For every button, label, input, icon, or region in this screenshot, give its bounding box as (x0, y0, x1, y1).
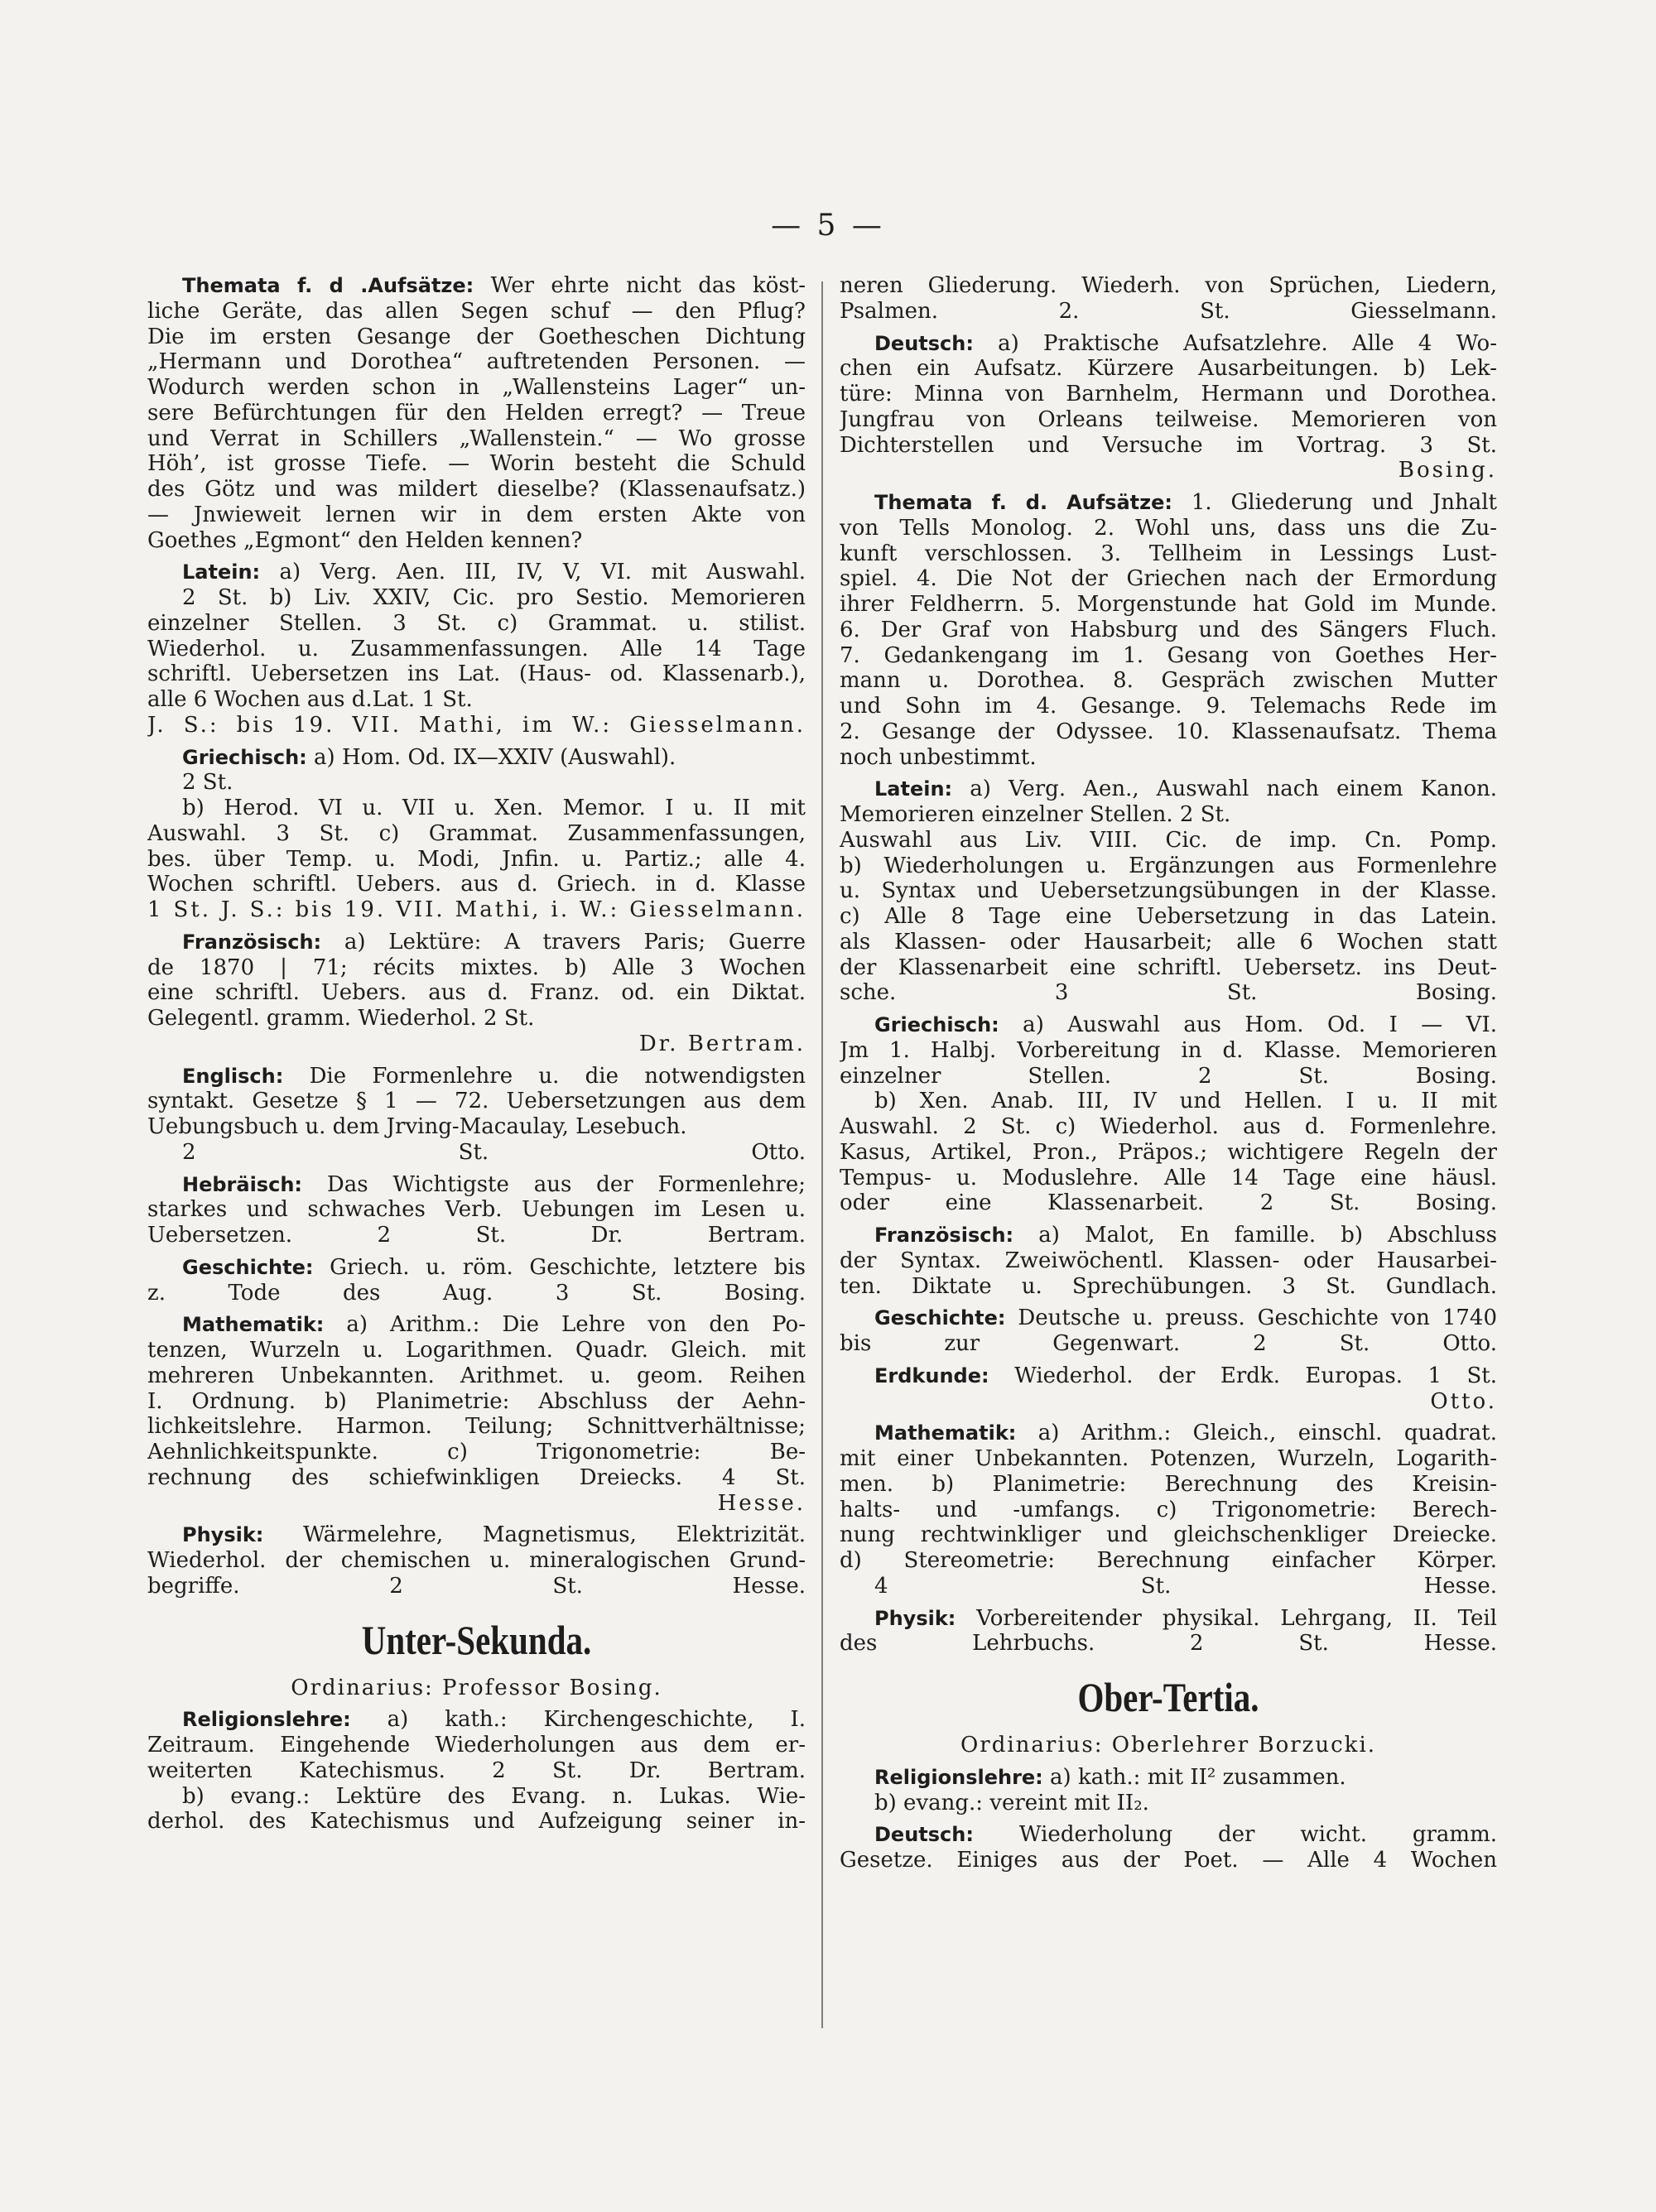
line-text: Goethes „Egmont“ den Helden kennen? (147, 527, 583, 553)
line-text: „Hermann und Dorothea“ auftretenden Personen. — (147, 349, 806, 375)
text-line (840, 1574, 1497, 1599)
text-line (147, 847, 806, 873)
text-line (840, 1822, 1497, 1848)
line-text: Wiederholung der wicht. gramm. (973, 1822, 1497, 1848)
line-text: b) evang.: Lektüre des Evang. n. Lukas. Wie- (182, 1783, 806, 1809)
text-line (147, 528, 806, 554)
subject-label: Themata f. d .Aufsätze: (182, 274, 474, 297)
line-text: Wiederhol. der chemischen u. mineralogischen Grund- (147, 1548, 806, 1573)
line-text: tenzen, Wurzeln u. Logarithmen. Quadr. Gleich. mit (147, 1338, 806, 1363)
text-line (840, 1389, 1497, 1415)
line-text: lichkeitslehre. Harmon. Teilung; Schnittverhältnisse; (147, 1414, 806, 1440)
subject-label: Griechisch: (874, 1013, 999, 1036)
text-line (147, 325, 806, 350)
text-line (147, 1031, 806, 1057)
line-text: Auswahl. 3 St. c) Grammat. Zusammenfassungen, (147, 820, 806, 846)
text-line (840, 854, 1497, 879)
line-text: als Klassen- oder Hausarbeit; alle 6 Wochen statt (840, 929, 1497, 955)
text-line (840, 1765, 1497, 1791)
line-text: a) Praktische Aufsatzlehre. Alle 4 Wo- (973, 330, 1497, 356)
subject-label: Religionslehre: (874, 1765, 1043, 1789)
line-text: und Verrat in Schillers „Wallenstein.“ — Wo grosse (147, 426, 806, 451)
text-line (840, 1274, 1497, 1300)
line-text: a) Verg. Aen., Auswahl nach einem Kanon. (952, 777, 1497, 802)
subject-label: Religionslehre: (182, 1708, 351, 1732)
subject-label: Griechisch: (182, 745, 307, 769)
line-text: a) Malot, En famille. b) Abschluss (1013, 1223, 1497, 1248)
text-line (147, 637, 806, 662)
text-line (840, 592, 1497, 618)
text-line (840, 878, 1497, 904)
line-text: Wer ehrte nicht das köst- (474, 273, 806, 298)
text-line (840, 1421, 1497, 1446)
page-number: — 5 — (771, 209, 885, 243)
text-line (840, 566, 1497, 592)
text-line (840, 777, 1497, 802)
subject-label: Physik: (182, 1523, 264, 1547)
text-line (840, 1064, 1497, 1089)
text-line (147, 375, 806, 401)
text-line (840, 356, 1497, 382)
line-text: rechnung des schiefwinkligen Dreiecks. 4 St. (147, 1464, 806, 1490)
line-text: Deutsche u. preuss. Geschichte von 1740 (1005, 1306, 1497, 1331)
text-line (147, 745, 806, 771)
line-text: der Syntax. Zweiwöchentl. Klassen- oder Hausarbei- (840, 1248, 1497, 1273)
line-text: b) evang.: vereint mit II₂. (874, 1790, 1149, 1815)
text-line (840, 516, 1497, 541)
line-text: a) Arithm.: Gleich., einschl. quadrat. (1016, 1421, 1497, 1446)
text-line (840, 668, 1497, 694)
text-line (840, 1089, 1497, 1114)
text-line (147, 1064, 806, 1089)
line-text: oder eine Klassenarbeit. 2 St. Bosing. (840, 1190, 1497, 1216)
line-text: Bosing. (1398, 458, 1497, 483)
left-column (147, 273, 806, 1835)
text-line (147, 1758, 806, 1784)
line-text: Wärmelehre, Magnetismus, Elektrizität. (263, 1522, 806, 1548)
text-line (147, 1784, 806, 1810)
line-text: Gesetze. Einiges aus der Poet. — Alle 4 Wochen (840, 1848, 1497, 1873)
line-text: c) Alle 8 Tage eine Uebersetzung in das Latein. (840, 904, 1497, 929)
line-text: Otto. (1430, 1388, 1497, 1414)
text-line (840, 904, 1497, 930)
text-line (147, 1389, 806, 1415)
text-line (147, 611, 806, 637)
text-line (147, 1312, 806, 1338)
subject-label: Geschichte: (182, 1255, 314, 1279)
text-line (840, 1498, 1497, 1523)
line-text: Wochen schriftl. Uebers. aus d. Griech. in d. Klasse (147, 872, 806, 897)
text-line (840, 1012, 1497, 1038)
line-text: Vorbereitender physikal. Lehrgang, II. Teil (956, 1605, 1497, 1631)
text-line (840, 1548, 1497, 1574)
text-line (147, 1522, 806, 1548)
line-text: b) Wiederholungen u. Ergänzungen aus Formenlehre (840, 853, 1497, 878)
line-text: 7. Gedankengang im 1. Gesang von Goethes Her- (840, 642, 1497, 668)
text-line (147, 770, 806, 796)
text-line (147, 796, 806, 821)
line-text: b) Xen. Anab. III, IV und Hellen. I u. II mit (874, 1089, 1497, 1114)
line-text: nung rechtwinkliger und gleichschenkliger Dreiecke. (840, 1522, 1497, 1548)
text-line (147, 872, 806, 897)
line-text: der Klassenarbeit eine schriftl. Uebersetz. ins Deut- (840, 955, 1497, 980)
line-text: mit einer Unbekannten. Potenzen, Wurzeln, Logarith- (840, 1446, 1497, 1471)
text-line (840, 1331, 1497, 1357)
text-line (840, 1038, 1497, 1064)
text-line (147, 585, 806, 611)
line-text: I. Ordnung. b) Planimetrie: Abschluss der Aehn- (147, 1388, 806, 1414)
line-text: Wodurch werden schon in „Wallensteins Lager“ un- (147, 375, 806, 400)
line-text: J. S.: bis 19. VII. Mathi, im W.: Giesselmann. (147, 712, 806, 738)
text-line (147, 1491, 806, 1517)
text-line (840, 1140, 1497, 1166)
line-text: syntakt. Gesetze § 1 — 72. Uebersetzungen aus dem (147, 1089, 806, 1114)
line-text: d) Stereometrie: Berechnung einfacher Körper. (840, 1548, 1497, 1573)
line-text: schriftl. Uebersetzen ins Lat. (Haus- od. Klassenarb.), (147, 661, 806, 687)
ober-tertia-lines (840, 1765, 1497, 1873)
text-line (840, 980, 1497, 1006)
text-line (147, 661, 806, 687)
text-line (147, 713, 806, 738)
text-line (147, 955, 806, 981)
unter-sekunda-lines (147, 1707, 806, 1835)
text-line (147, 1363, 806, 1389)
line-text: 2 St. b) Liv. XXIV, Cic. pro Sestio. Memorieren (182, 585, 806, 610)
line-text: Dr. Bertram. (638, 1031, 806, 1056)
line-text: chen ein Aufsatz. Kürzere Ausarbeitungen. b) Lek- (840, 356, 1497, 382)
text-line (147, 426, 806, 452)
line-text: ten. Diktate u. Sprechübungen. 3 St. Gundlach. (840, 1273, 1497, 1299)
line-text: a) Auswahl aus Hom. Od. I — VI. (999, 1012, 1497, 1037)
subject-label: Französisch: (182, 930, 322, 954)
subject-label: Mathematik: (874, 1421, 1017, 1445)
line-text: b) Herod. VI u. VII u. Xen. Memor. I u. II mit (182, 796, 806, 820)
line-text: Psalmen. 2. St. Giesselmann. (840, 298, 1497, 324)
text-line (840, 490, 1497, 516)
text-line (840, 1522, 1497, 1548)
text-line (840, 331, 1497, 357)
text-line (147, 1733, 806, 1758)
text-line (147, 1707, 806, 1733)
text-line (840, 458, 1497, 483)
line-text: kunft verschlossen. 3. Tellheim in Lessings Lust- (840, 541, 1497, 566)
line-text: Die Formenlehre u. die notwendigsten (283, 1063, 806, 1089)
text-line (147, 401, 806, 426)
line-text: starkes und schwaches Verb. Uebungen im Lesen u. (147, 1197, 806, 1223)
left-column-lines (147, 273, 806, 1599)
line-text: begriffe. 2 St. Hesse. (147, 1573, 806, 1599)
text-line (147, 1172, 806, 1198)
text-line (147, 299, 806, 325)
line-text: Wiederhol. u. Zusammenfassungen. Alle 14 Tage (147, 636, 806, 661)
line-text: eine schriftl. Uebers. aus d. Franz. od. ein Diktat. (147, 980, 806, 1006)
line-text: a) Arithm.: Die Lehre von den Po- (324, 1312, 806, 1338)
line-text: mann u. Dorothea. 8. Gespräch zwischen Mutter (840, 668, 1497, 694)
line-text: Wiederhol. der Erdk. Europas. 1 St. (989, 1363, 1497, 1388)
text-line (840, 541, 1497, 567)
subject-label: Englisch: (182, 1064, 284, 1088)
subject-label: Geschichte: (874, 1306, 1006, 1330)
line-text: und Sohn im 4. Gesange. 9. Telemachs Rede im (840, 694, 1497, 719)
line-text: Gelegentl. gramm. Wiederhol. 2 St. (147, 1006, 535, 1031)
text-line (840, 719, 1497, 745)
text-line (840, 618, 1497, 643)
right-column (840, 273, 1497, 1873)
text-line (840, 643, 1497, 669)
text-line (147, 1338, 806, 1363)
subject-label: Latein: (182, 560, 261, 584)
line-text: a) Hom. Od. IX—XXIV (Auswahl). (306, 744, 676, 770)
ober-tertia-heading: Ober-Tertia. (1077, 1674, 1259, 1720)
text-line (840, 1631, 1497, 1657)
text-line (147, 1414, 806, 1440)
line-text: a) kath.: mit II² zusammen. (1042, 1764, 1346, 1790)
text-line (840, 1472, 1497, 1498)
text-line (147, 1197, 806, 1223)
line-text: 2 St. Otto. (182, 1139, 806, 1165)
text-line (147, 1574, 806, 1599)
line-text: derhol. des Katechismus und Aufzeigung seiner in- (147, 1809, 806, 1835)
line-text: Auswahl aus Liv. VIII. Cic. de imp. Cn. Pomp. (840, 827, 1497, 853)
line-text: bes. über Temp. u. Modi, Jnfin. u. Partiz.; alle 4. (147, 846, 806, 872)
line-text: a) Verg. Aen. III, IV, V, VI. mit Auswahl. (260, 560, 806, 585)
text-line (840, 273, 1497, 299)
line-text: des Lehrbuchs. 2 St. Hesse. (840, 1631, 1497, 1657)
line-text: Zeitraum. Eingehende Wiederholungen aus dem er- (147, 1733, 806, 1758)
line-text: Griech. u. röm. Geschichte, letztere bis (313, 1254, 806, 1280)
subject-label: Französisch: (874, 1224, 1014, 1247)
line-text: Kasus, Artikel, Pron., Präpos.; wichtigere Regeln der (840, 1139, 1497, 1165)
subject-label: Deutsch: (874, 331, 974, 355)
text-line (840, 1166, 1497, 1191)
text-line (840, 299, 1497, 325)
line-text: Jm 1. Halbj. Vorbereitung in d. Klasse. Memorieren (840, 1037, 1497, 1063)
text-line (147, 1281, 806, 1306)
line-text: Uebersetzen. 2 St. Dr. Bertram. (147, 1223, 806, 1248)
text-line (840, 955, 1497, 981)
text-line (147, 930, 806, 955)
line-text: 6. Der Graf von Habsburg und des Sängers Fluch. (840, 617, 1497, 642)
text-line (147, 1440, 806, 1465)
text-line (147, 1548, 806, 1574)
text-line (840, 1248, 1497, 1274)
line-text: mehreren Unbekannten. Arithmet. u. geom. Reihen (147, 1363, 806, 1388)
line-text: sche. 3 St. Bosing. (840, 980, 1497, 1006)
subject-label: Deutsch: (874, 1823, 974, 1847)
text-line (840, 828, 1497, 854)
column-divider (821, 281, 823, 2028)
line-text: men. b) Planimetrie: Berechnung des Kreisin- (840, 1471, 1497, 1497)
line-text: spiel. 4. Die Not der Griechen nach der Ermordung (840, 566, 1497, 592)
line-text: Hesse. (717, 1490, 806, 1516)
text-line (840, 1190, 1497, 1216)
right-column-lines (840, 273, 1497, 1657)
line-text: Das Wichtigste aus der Formenlehre; (302, 1171, 806, 1197)
text-line (147, 1465, 806, 1491)
text-line (147, 821, 806, 847)
line-text: a) kath.: Kirchengeschichte, I. (350, 1707, 806, 1733)
line-text: — Jnwieweit lernen wir in dem ersten Akte von (147, 502, 806, 527)
text-line (840, 802, 1497, 828)
subject-label: Latein: (874, 777, 953, 801)
text-line (840, 1791, 1497, 1816)
line-text: a) Lektüre: A travers Paris; Guerre (321, 929, 806, 955)
ober-tertia-ordinarius: Ordinarius: Oberlehrer Borzucki. (960, 1733, 1377, 1758)
line-text: Tempus- u. Moduslehre. Alle 14 Tage eine häusl. (840, 1165, 1497, 1190)
line-text: des Götz und was mildert dieselbe? (Klassenaufsatz.) (147, 477, 806, 502)
subject-label: Mathematik: (182, 1313, 325, 1337)
line-text: Memorieren einzelner Stellen. 2 St. (840, 802, 1231, 827)
text-line (840, 1848, 1497, 1873)
subject-label: Physik: (874, 1606, 956, 1630)
line-text: Dichterstellen und Versuche im Vortrag. 3 St. (840, 432, 1497, 458)
text-line (840, 694, 1497, 719)
line-text: halts- und -umfangs. c) Trigonometrie: Berech- (840, 1497, 1497, 1522)
line-text: noch unbestimmt. (840, 744, 1037, 770)
text-line (840, 1223, 1497, 1248)
text-line (147, 1255, 806, 1281)
text-line (840, 382, 1497, 407)
line-text: bis zur Gegenwart. 2 St. Otto. (840, 1331, 1497, 1356)
text-line (840, 1606, 1497, 1632)
line-text: Jungfrau von Orleans teilweise. Memorieren von (840, 406, 1497, 432)
line-text: Uebungsbuch u. dem Jrving-Macaulay, Lesebuch. (147, 1114, 687, 1139)
line-text: weiterten Katechismus. 2 St. Dr. Bertram. (147, 1758, 806, 1783)
line-text: von Tells Monolog. 2. Wohl uns, dass uns die Zu- (840, 515, 1497, 541)
line-text: Die im ersten Gesange der Goetheschen Dichtung (147, 324, 806, 349)
unter-sekunda-heading: Unter-Sekunda. (361, 1616, 592, 1663)
line-text: Auswahl. 2 St. c) Wiederhol. aus d. Formenlehre. (840, 1114, 1497, 1139)
text-line (147, 1006, 806, 1031)
line-text: 1 St. J. S.: bis 19. VII. Mathi, i. W.: Giesselmann. (147, 897, 806, 922)
text-line (147, 451, 806, 477)
text-line (147, 273, 806, 299)
text-line (147, 560, 806, 585)
text-line (840, 407, 1497, 433)
unter-sekunda-ordinarius: Ordinarius: Professor Bosing. (291, 1675, 662, 1700)
text-line (840, 1114, 1497, 1140)
text-line (147, 1140, 806, 1166)
line-text: 1. Gliederung und Jnhalt (1172, 490, 1497, 515)
text-line (840, 1306, 1497, 1331)
text-line (840, 930, 1497, 955)
line-text: 4 St. Hesse. (874, 1573, 1497, 1599)
text-line (840, 745, 1497, 771)
text-line (840, 1446, 1497, 1472)
text-line (147, 1114, 806, 1140)
line-text: ihrer Feldherrn. 5. Morgenstunde hat Gold im Munde. (840, 592, 1497, 617)
line-text: 2. Gesange der Odyssee. 10. Klassenaufsatz. Thema (840, 719, 1497, 744)
text-line (147, 477, 806, 503)
line-text: alle 6 Wochen aus d.Lat. 1 St. (147, 687, 473, 712)
text-line (147, 897, 806, 923)
line-text: Aehnlichkeitspunkte. c) Trigonometrie: Be- (147, 1440, 806, 1464)
text-line (147, 1223, 806, 1248)
text-line (147, 503, 806, 528)
line-text: 2 St. (182, 770, 233, 796)
line-text: liche Geräte, das allen Segen schuf — den Pflug? (147, 298, 806, 324)
line-text: einzelner Stellen. 3 St. c) Grammat. u. stilist. (147, 610, 806, 636)
line-text: Höh’, ist grosse Tiefe. — Worin besteht die Schuld (147, 451, 806, 477)
line-text: de 1870 | 71; récits mixtes. b) Alle 3 Wochen (147, 955, 806, 980)
line-text: sere Befürchtungen für den Helden erregt? — Treue (147, 400, 806, 426)
text-line (147, 1089, 806, 1114)
text-line (840, 433, 1497, 459)
text-line (147, 980, 806, 1006)
subject-label: Themata f. d. Aufsätze: (874, 491, 1172, 514)
subject-label: Hebräisch: (182, 1172, 302, 1196)
line-text: neren Gliederung. Wiederh. von Sprüchen, Liedern, (840, 273, 1497, 298)
text-line (147, 1809, 806, 1835)
line-text: türe: Minna von Barnhelm, Hermann und Dorothea. (840, 382, 1497, 406)
subject-label: Erdkunde: (874, 1363, 989, 1387)
line-text: z. Tode des Aug. 3 St. Bosing. (147, 1280, 806, 1306)
line-text: einzelner Stellen. 2 St. Bosing. (840, 1063, 1497, 1089)
line-text: u. Syntax und Uebersetzungsübungen in der Klasse. (840, 878, 1497, 904)
text-line (147, 687, 806, 713)
text-line (147, 349, 806, 375)
text-line (840, 1363, 1497, 1389)
